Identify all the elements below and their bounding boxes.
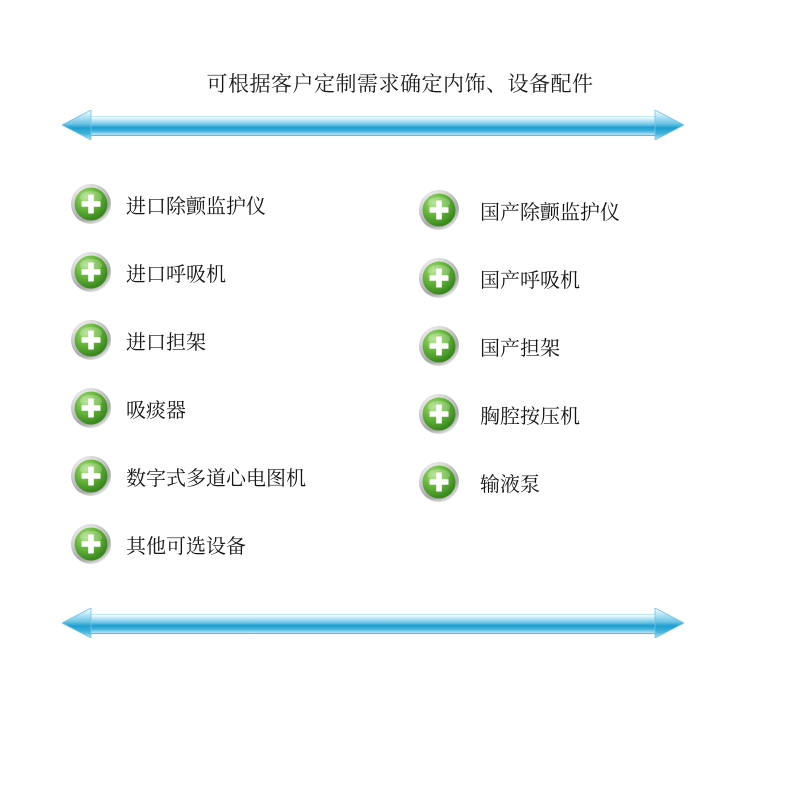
list-item[interactable]: [418, 176, 620, 244]
arrow-shaft: [90, 614, 656, 634]
list-item[interactable]: [418, 380, 620, 448]
arrow-head-right-icon: [654, 110, 684, 140]
list-item-label: 进口除颤监护仪: [126, 195, 266, 218]
list-item-label: 其他可选设备: [126, 535, 246, 558]
plus-circle-icon: [418, 325, 460, 367]
list-item-label: 数字式多道心电图机: [126, 467, 306, 490]
list-item[interactable]: [70, 442, 306, 510]
plus-circle-icon: [70, 319, 112, 361]
plus-circle-icon: [418, 393, 460, 435]
arrow-head-left-icon: [62, 110, 92, 140]
plus-circle-icon: [418, 257, 460, 299]
plus-circle-icon: [418, 189, 460, 231]
list-item-label: 国产除颤监护仪: [480, 201, 620, 224]
list-item-label: 输液泵: [480, 473, 540, 496]
equipment-list-domestic: [418, 176, 620, 516]
list-item[interactable]: [70, 306, 306, 374]
list-item[interactable]: [418, 312, 620, 380]
list-item[interactable]: [418, 244, 620, 312]
top-double-arrow: [62, 110, 684, 140]
list-item-label: 进口担架: [126, 331, 206, 354]
list-item[interactable]: [70, 374, 306, 442]
list-item-label: 国产担架: [480, 337, 560, 360]
plus-circle-icon: [70, 455, 112, 497]
arrow-head-left-icon: [62, 608, 92, 638]
list-item[interactable]: [70, 238, 306, 306]
plus-circle-icon: [70, 523, 112, 565]
list-item-label: 国产呼吸机: [480, 269, 580, 292]
list-item[interactable]: [70, 510, 306, 578]
list-item-label: 进口呼吸机: [126, 263, 226, 286]
arrow-head-right-icon: [654, 608, 684, 638]
plus-circle-icon: [70, 387, 112, 429]
list-item[interactable]: [418, 448, 620, 516]
plus-circle-icon: [70, 251, 112, 293]
list-item-label: 胸腔按压机: [480, 405, 580, 428]
bottom-double-arrow: [62, 608, 684, 638]
plus-circle-icon: [418, 461, 460, 503]
arrow-shaft: [90, 116, 656, 136]
list-item-label: 吸痰器: [126, 399, 186, 422]
equipment-list-imported: [70, 170, 306, 578]
plus-circle-icon: [70, 183, 112, 225]
list-item[interactable]: [70, 170, 306, 238]
page-title: 可根据客户定制需求确定内饰、设备配件: [206, 72, 594, 96]
